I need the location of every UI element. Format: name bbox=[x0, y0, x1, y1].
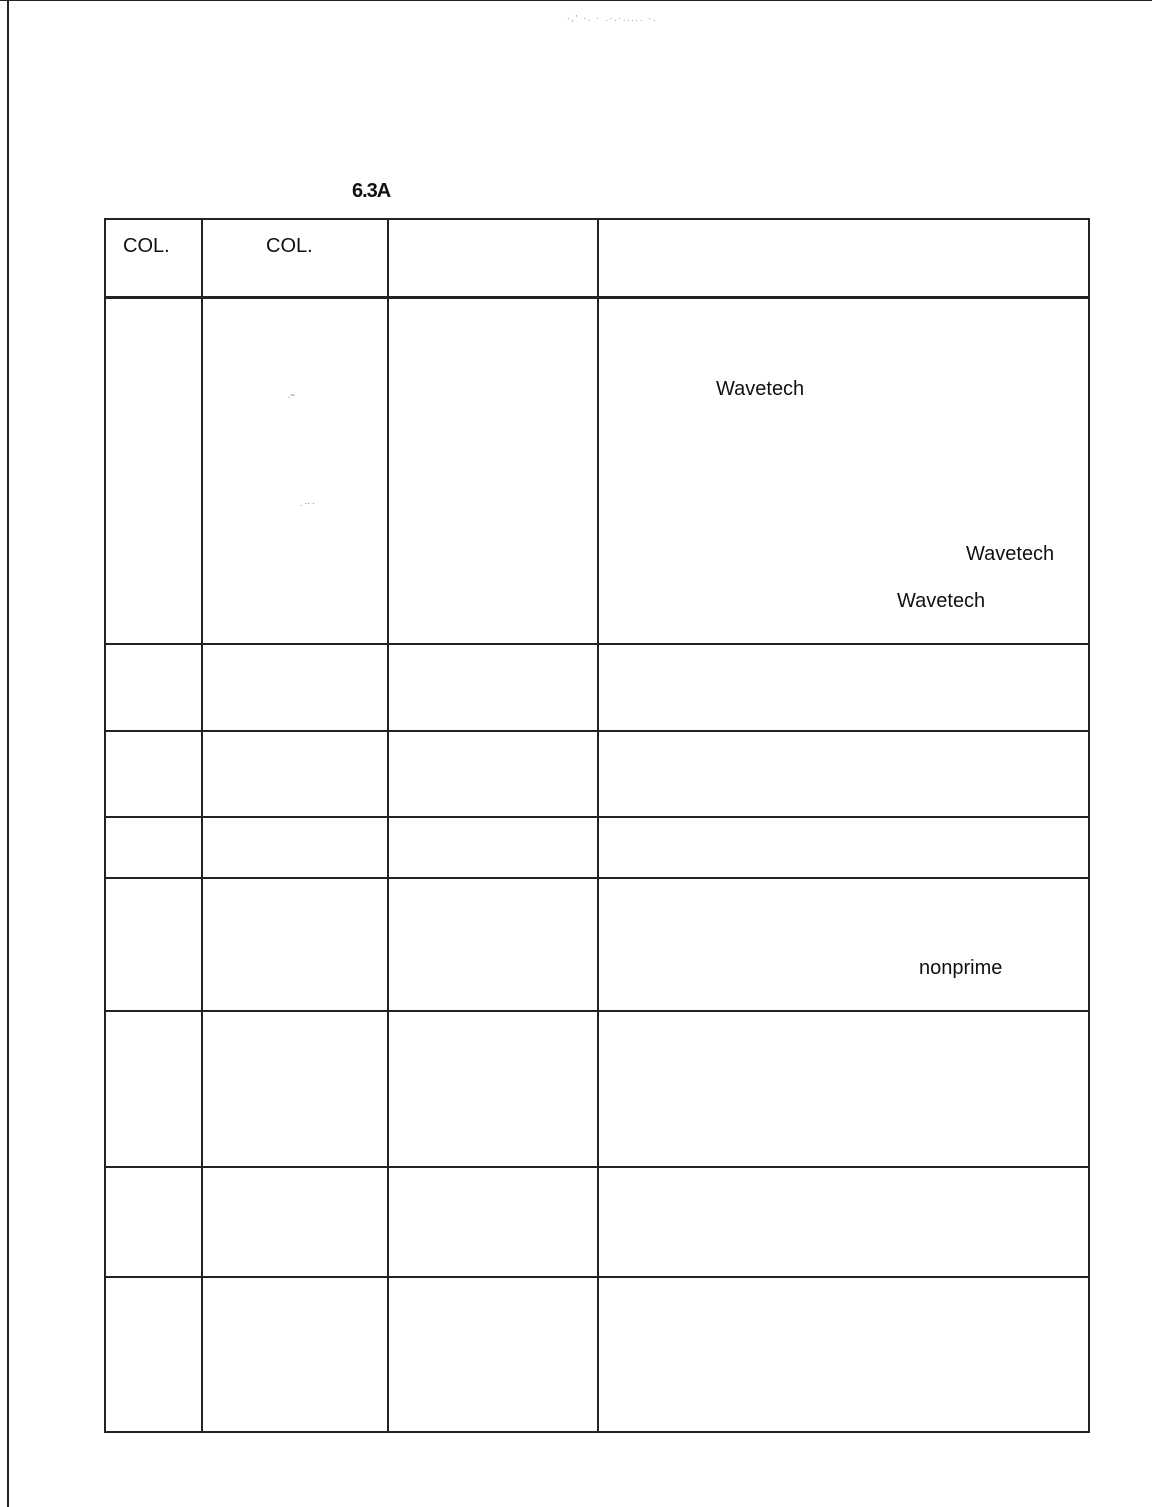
page-border-top bbox=[0, 0, 1152, 1]
table-label: 6.3A bbox=[352, 180, 391, 202]
row1-description-c: Wavetech bbox=[897, 590, 986, 612]
header-col-2: COL. bbox=[266, 235, 313, 257]
scan-speck-b: . ·· · bbox=[300, 499, 315, 508]
table-rule-left bbox=[104, 218, 106, 1433]
scan-noise: ·‚' ·. · .·.·..... ·. bbox=[567, 14, 658, 23]
table-rule-col2 bbox=[387, 218, 389, 1433]
table-rule-col1 bbox=[201, 218, 203, 1433]
form-table bbox=[104, 218, 1090, 1433]
row1-description-b: Wavetech bbox=[966, 543, 1055, 565]
header-col-1: COL. bbox=[123, 235, 170, 257]
row1-description-a: Wavetech bbox=[716, 378, 805, 400]
table-rule-right bbox=[1088, 218, 1090, 1433]
table-rule-col3 bbox=[597, 218, 599, 1433]
row5-description: nonprime bbox=[919, 957, 1003, 979]
page-border-left bbox=[7, 0, 9, 1507]
scan-speck-a: .~ bbox=[288, 391, 295, 400]
